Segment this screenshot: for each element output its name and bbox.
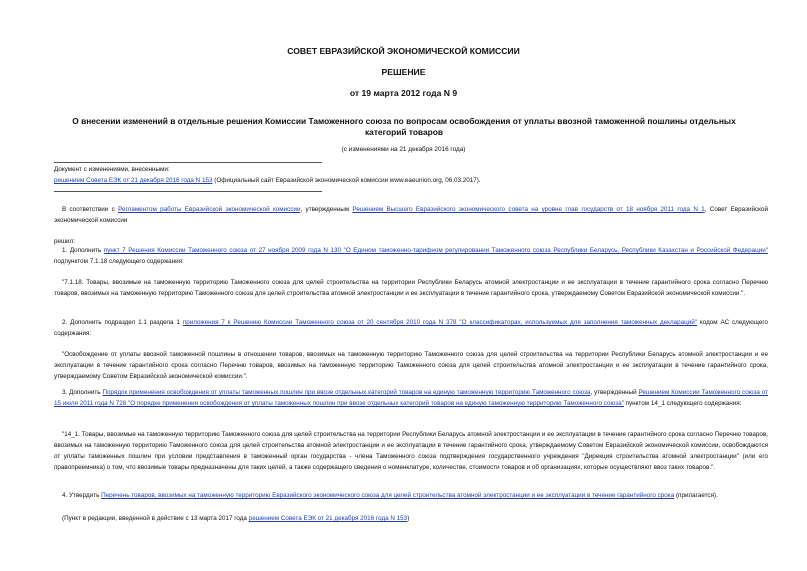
item-text: пунктом 14_1 следующего содержания: <box>623 400 742 407</box>
item-4 <box>54 490 768 501</box>
note-text: (Пункт в редакции, введенной в действие с 13 марта 2017 года <box>62 515 249 522</box>
intro-text: , утвержденным <box>300 206 353 213</box>
item-text: , утвержденный <box>590 389 639 396</box>
decision-728-link[interactable]: Решением Комиссии Таможенного союза от 15 июля 2011 года N 728 "О порядке применения освобождения от уплаты таможенных пошлин при ввозе отдельных категорий товаров на единую таможенную территорию Таможенного союза" <box>54 389 768 407</box>
item-text: кодом АС следующего содержания: <box>54 319 768 337</box>
document-title: О внесении изменений в отдельные решения Комиссии Таможенного союза по вопросам освобождения от уплаты ввозной таможенной пошлины отдельных категорий товаров <box>72 116 736 137</box>
note-text: ) <box>407 515 410 522</box>
item-2-quote: "Освобождение от уплаты ввозной таможенной пошлины в отношении товаров, ввозимых на таможенную территорию Таможенного союза для целей строительства на территории Республики Беларусь атомной электростанции и ее эксплуатации в течение гарантийного срока согласно Перечню товаров, ввозимых на таможенную территорию Таможенного союза для целей строительства атомной электростанции и ее эксплуатации в течение гарантийного срока, утверждаемому Советом Евразийской экономической комиссии.". <box>54 351 768 380</box>
item-4-note <box>62 515 409 522</box>
item-3 <box>54 387 768 409</box>
document-type: РЕШЕНИЕ <box>381 67 426 77</box>
item-1-quote: "7.1.18. Товары, ввозимые на таможенную территорию Таможенного союза для целей строительства на территории Республики Беларусь атомной электростанции и ее эксплуатации в течение гарантийного срока согласно Перечню товаров, ввозимых на таможенную территорию Таможенного союза для целей строительства атомной электростанции и ее эксплуатации в течение гарантийного срока, утверждаемому Советом Евразийской экономической комиссии.". <box>54 279 768 297</box>
item-3-quote: "14_1. Товары, ввозимые на таможенную территорию Таможенного союза для целей строительства на территории Республики Беларусь атомной электростанции и ее эксплуатации в течение гарантийного срока согласно Перечню товаров, ввозимых на таможенную территорию Таможенного союза для целей строительства атомной электростанции и ее эксплуатации в течение гарантийного срока, утверждаемому Советом Евразийской экономической комиссии, освобождаются от уплаты таможенных пошлин при условии представления в таможенный орган государства - члена Таможенного союза подтверждения государственного учреждения "Дирекция строительства атомной электростанции" (или его правопреемника) о том, что ввозимые товары предназначены для таких целей, а также содержащего сведения о номенклатуре, количестве, стоимости товаров и об организациях, которые осуществляют ввоз таких товаров.". <box>54 431 768 471</box>
item-text: 4. Утвердить <box>62 492 102 499</box>
amendments-label: Документ с изменениями, внесенными: <box>54 166 170 173</box>
divider-top <box>54 162 322 163</box>
item-text: 3. Дополнить <box>62 389 103 396</box>
revision-status: (с изменениями на 21 декабря 2016 года) <box>341 146 466 153</box>
item-2 <box>54 317 768 339</box>
item-text: 1. Дополнить <box>62 247 104 254</box>
decision-130-link[interactable]: пункт 7 Решения Комиссии Таможенного союза от 27 ноября 2009 года N 130 "О Едином таможенно-тарифном регулировании Таможенного союза Республики Беларусь, Республики Казахстан и Российской Федерации" <box>103 247 768 254</box>
intro-text: , Совет Евразийской экономической комиссии <box>54 206 768 224</box>
document-date-number: от 19 марта 2012 года N 9 <box>349 88 458 98</box>
supreme-council-decision-link[interactable]: Решением Высшего Евразийского экономического совета на уровне глав государств от 18 ноября 2011 года N 1 <box>352 206 705 213</box>
item-text: 2. Дополнить подраздел 1.1 раздела 1 <box>62 319 183 326</box>
intro-paragraph <box>54 204 768 226</box>
regulation-link[interactable]: Регламентом работы Евразийской экономической комиссии <box>118 206 301 213</box>
item-text: подпунктом 7.1.18 следующего содержания: <box>54 258 184 265</box>
item-text: (прилагается). <box>674 492 718 499</box>
issuing-body: СОВЕТ ЕВРАЗИЙСКОЙ ЭКОНОМИЧЕСКОЙ КОМИССИИ <box>287 46 520 56</box>
divider-bottom <box>54 191 322 192</box>
decision-153-link[interactable]: решением Совета ЕЭК от 21 декабря 2016 года N 153 <box>248 515 408 522</box>
decision-378-link[interactable]: приложения 7 к Решению Комиссии Таможенного союза от 20 сентября 2010 года N 378 "О классификаторах, используемых для заполнения таможенных деклараций" <box>182 319 698 326</box>
amendment-source: (Официальный сайт Евразийской экономической комиссии www.eaeunion.org, 06.03.2017). <box>212 177 481 184</box>
amendments-line <box>54 177 481 184</box>
decided-label: решил: <box>54 238 75 245</box>
goods-list-link[interactable]: Перечень товаров, ввозимых на таможенную территорию Евразийского экономического союза для целей строительства атомной электростанции и ее эксплуатации в течение гарантийного срока <box>101 492 675 499</box>
exemption-procedure-link[interactable]: Порядок применения освобождения от уплаты таможенных пошлин при ввозе отдельных категорий товаров на единую таможенную территорию Таможенного союза <box>102 389 591 396</box>
amendment-link[interactable]: решением Совета ЕЭК от 21 декабря 2016 года N 153 <box>54 177 213 184</box>
intro-text: В соответствии с <box>62 206 119 213</box>
item-1 <box>54 245 768 267</box>
